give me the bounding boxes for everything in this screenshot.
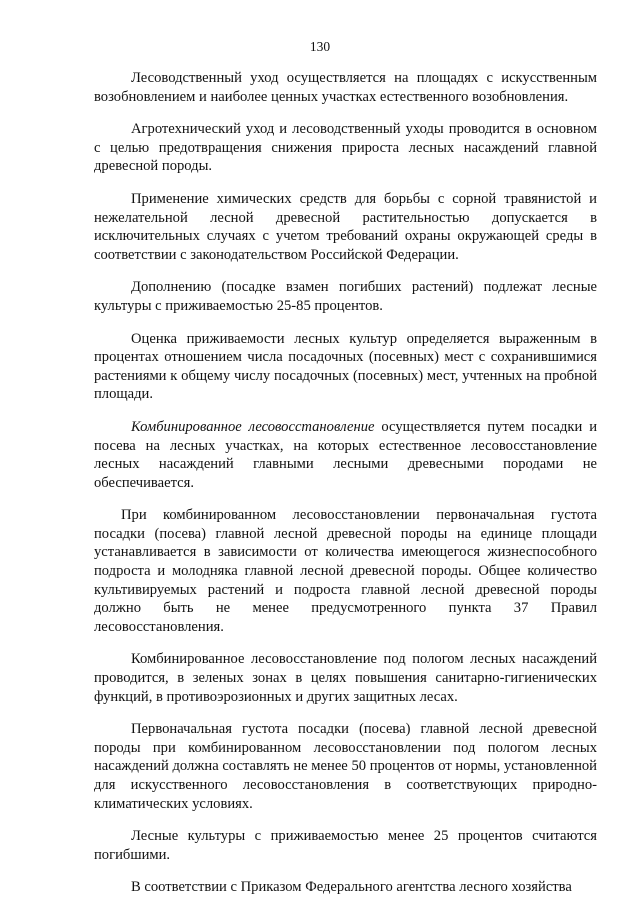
paragraph-combined-reforestation: [94, 418, 597, 492]
paragraph-failed-cultures: Лесные культуры с приживаемостью менее 25 процентов считаются погибшими.: [94, 828, 597, 863]
body-text: [94, 69, 597, 897]
paragraph-chemical-agents: Применение химических средств для борьбы с сорной травянистой и нежелательной лесной древесной растительностью допускается в исключительных случаях с учетом требований охраны окружающей среды в соответствии с законодательством Российской Федерации.: [94, 190, 597, 263]
paragraph-silvicultural-care: Лесоводственный уход осуществляется на площадях с искусственным возобновлением и наиболее ценных участках естественного возобновления.: [94, 70, 597, 105]
paragraph-survival-assessment: Оценка приживаемости лесных культур определяется выраженным в процентах отношением числа посадочных (посевных) мест с сохранившимися растениями к общему числу посадочных (посевных) мест, учтенных на пробной площади.: [94, 330, 597, 403]
paragraph-under-canopy: Комбинированное лесовосстановление под пологом лесных насаждений проводится, в зеленых зонах в целях повышения санитарно-гигиенических функций, в противоэрозионных и других защитных лесах.: [94, 651, 597, 705]
paragraph-initial-density: При комбинированном лесовосстановлении первоначальная густота посадки (посева) главной лесной древесной породы на единице площади устанавливается в зависимости от количества имеющегося жизнеспособного подроста и молодняка главной лесной древесной породы. Общее количество культивируемых растений и подроста главной лесной древесной породы должно быть не менее предусмотренного пункта 37 Правил лесовосстановления.: [94, 507, 597, 635]
paragraph-replanting: Дополнению (посадке взамен погибших растений) подлежат лесные культуры с приживаемостью 25-85 процентов.: [94, 279, 597, 314]
paragraph-agrotechnical-care: Агротехнический уход и лесоводственный уходы проводится в основном с целью предотвращения снижения прироста лесных насаждений главной древесной породы.: [94, 121, 597, 175]
combined-reforestation-term: Комбинированное лесовосстановление: [131, 418, 375, 435]
paragraph-under-canopy-density: Первоначальная густота посадки (посева) главной лесной древесной породы при комбинированном лесовосстановлении под пологом лесных насаждений должна составлять не менее 50 процентов от нормы, установленной для искусственного лесовосстановления в соответствующих природно-климатических условиях.: [94, 721, 597, 812]
paragraph-federal-order: В соответствии с Приказом Федерального агентства лесного хозяйства: [131, 879, 572, 896]
combined-reforestation-text: осуществляется путем посадки и посева на лесных участках, на которых естественное лесовосстановление лесных насаждений главными лесными древесными породами не обеспечивается.: [94, 418, 598, 491]
page-number: 130: [309, 39, 331, 54]
